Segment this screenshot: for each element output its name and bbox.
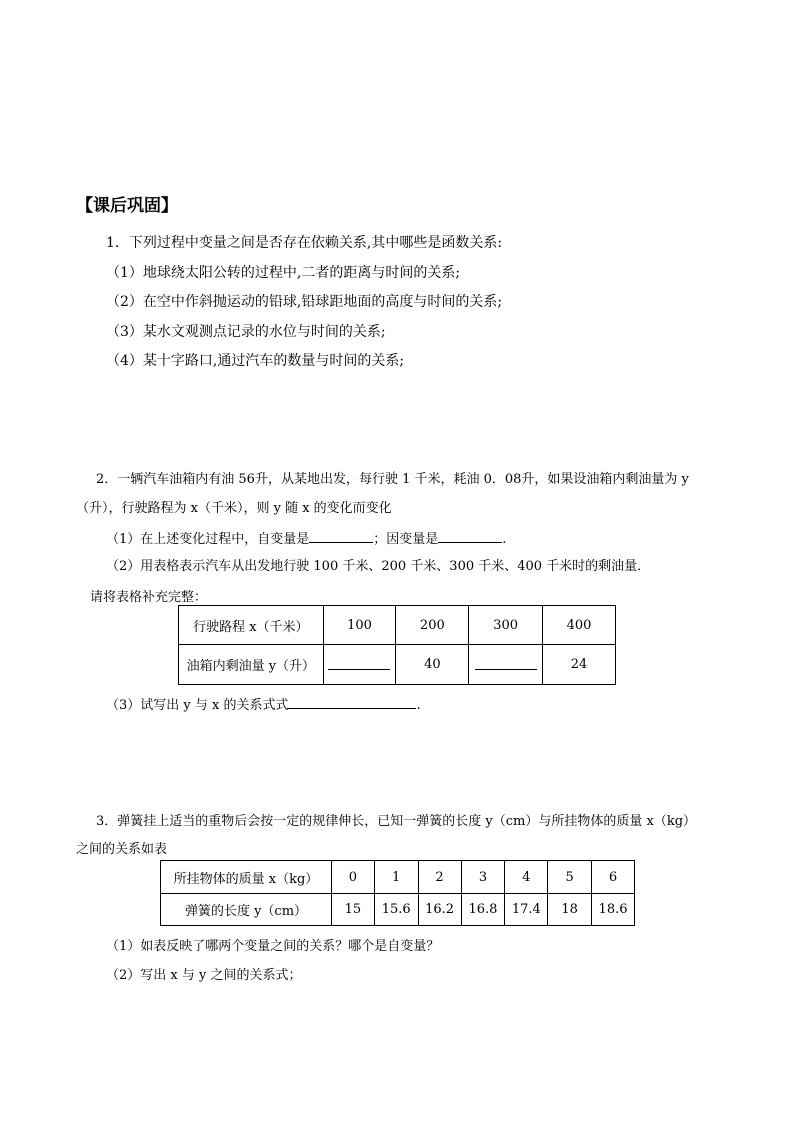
answer-blank-dependent-var[interactable] (438, 528, 502, 543)
q2-table (178, 605, 616, 685)
q2-line2: （升），行驶路程为 x（千米），则 y 随 x 的变化而变化 (76, 501, 392, 516)
q3-line2: 之间的关系如表 (76, 842, 168, 857)
table-header-cell: 行驶路程 x（千米） (179, 606, 324, 645)
table-cell-blank[interactable] (469, 645, 543, 685)
table-cell: 1 (374, 861, 418, 894)
q2-part3 (106, 694, 421, 716)
table-header-cell: 所挂物体的质量 x（kg） (161, 861, 332, 894)
table-cell: 3 (461, 861, 505, 894)
table-cell: 400 (543, 606, 616, 645)
table-cell: 40 (396, 645, 469, 685)
table-cell: 6 (592, 861, 635, 894)
q2-part1-text-a: （1）在上述变化过程中，自变量是 (106, 532, 310, 547)
answer-blank-y-100[interactable] (328, 655, 390, 670)
answer-blank-y-300[interactable] (475, 655, 537, 670)
q3-part2: （2）写出 x 与 y 之间的关系式； (106, 968, 302, 983)
q2-part3-text-a: （3）试写出 y 与 x 的关系式式 (106, 698, 289, 713)
answer-blank-independent-var[interactable] (309, 528, 373, 543)
q3-line1: 3．弹簧挂上适当的重物后会按一定的规律伸长，已知一弹簧的长度 y（cm）与所挂物体的质量 x（kg） (96, 814, 697, 829)
table-header-cell: 弹簧的长度 y（cm） (161, 894, 332, 926)
answer-blank-relation[interactable] (288, 694, 416, 709)
q1-item-2: （2）在空中作斜抛运动的铅球,铅球距地面的高度与时间的关系; (106, 294, 503, 310)
q2-line1: 2．一辆汽车油箱内有油 56升，从某地出发，每行驶 1 千米，耗油 0．08升，如果设油箱内剩油量为 y (96, 472, 689, 487)
table-cell: 16.2 (418, 894, 461, 926)
table-cell-blank[interactable] (323, 645, 396, 685)
table-row (161, 861, 635, 894)
table-cell: 18 (548, 894, 592, 926)
section-heading: 【课后巩固】 (76, 196, 178, 216)
table-row (179, 606, 616, 645)
table-cell: 15.6 (374, 894, 418, 926)
table-row (179, 645, 616, 685)
table-cell: 24 (543, 645, 616, 685)
table-cell: 100 (323, 606, 396, 645)
q3-table (160, 860, 635, 926)
q1-item-3: （3）某水文观测点记录的水位与时间的关系; (106, 324, 386, 340)
table-cell: 5 (548, 861, 592, 894)
table-row (161, 894, 635, 926)
q1-item-1: （1）地球绕太阳公转的过程中,二者的距离与时间的关系; (106, 265, 461, 281)
q2-part1-text-b: ；因变量是 (373, 532, 439, 547)
q2-part1-text-c: . (502, 532, 507, 547)
q2-part3-text-b: . (416, 698, 421, 713)
table-cell: 300 (469, 606, 543, 645)
table-header-cell: 油箱内剩油量 y（升） (179, 645, 324, 685)
q1-item-4: （4）某十字路口,通过汽车的数量与时间的关系; (106, 353, 405, 369)
table-cell: 16.8 (461, 894, 505, 926)
q2-part1 (106, 528, 506, 550)
table-cell: 18.6 (592, 894, 635, 926)
q3-part1: （1）如表反映了哪两个变量之间的关系？哪个是自变量？ (106, 939, 440, 954)
table-cell: 17.4 (505, 894, 548, 926)
table-cell: 2 (418, 861, 461, 894)
table-cell: 4 (505, 861, 548, 894)
table-cell: 200 (396, 606, 469, 645)
q2-part2: （2）用表格表示汽车从出发地行驶 100 千米、200 千米、300 千米、400 千米时的剩油量． (106, 559, 651, 574)
q2-table-prompt: 请将表格补充完整： (90, 590, 208, 605)
q1-intro: 1．下列过程中变量之间是否存在依赖关系,其中哪些是函数关系: (106, 235, 503, 251)
table-cell: 0 (331, 861, 374, 894)
table-cell: 15 (331, 894, 374, 926)
